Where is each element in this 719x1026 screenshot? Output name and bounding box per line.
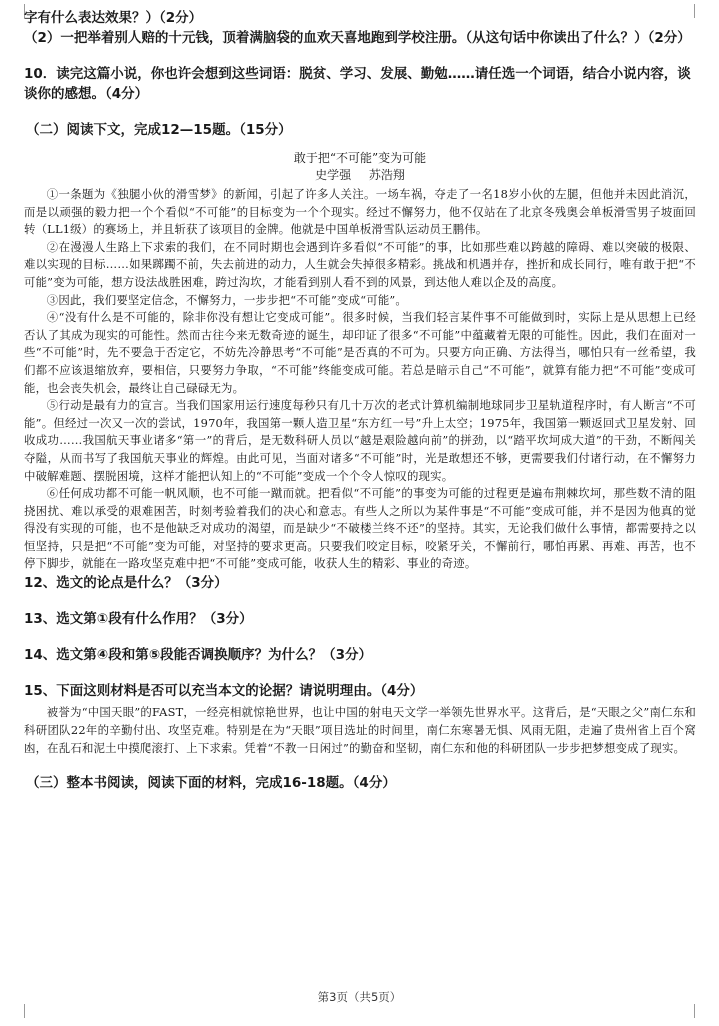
question-prev-tail: 字有什么表达效果？）（2分）	[24, 10, 203, 26]
article-paragraph-1: ①一条题为《独腿小伙的滑雪梦》的新闻，引起了许多人关注。一场车祸，夺走了一名18岁小伙的左腿，但他并未因此消沉，而是以顽强的毅力把一个个看似“不可能”的目标变为一个个现实。经过不懈努力，他不仅站在了北京冬残奥会单板滑雪男子坡面回转（LL1级）的赛场上，并且斩获了该项目的金牌。他就是中国单板滑雪队运动员王鹏伟。	[24, 187, 696, 237]
article-paragraph-4: ④“没有什么是不可能的，除非你没有想让它变成可能”。很多时候，当我们轻言某件事不可能做到时，实际上是从思想上已经否认了其成为现实的可能性。然而古往今来无数奇迹的诞生，却印证了很多“不可能”中蕴藏着无限的可能性。因此，我们在面对一些“不可能”时，先不要急于否定它，不妨先冷静思考“不可能”是否真的不可为。只要方向正确、方法得当，哪怕只有一丝希望，我们都不应该退缩放弃，要相信，只要努力争取，“不可能”终能变成可能。若总是暗示自己“不可能”，就算有能力把“不可能”变成可能，也会丧失机会，最终让自己碌碌无为。	[24, 310, 696, 395]
article-authors: 史学强 苏浩翔	[315, 168, 405, 182]
section-3-heading: （三）整本书阅读，阅读下面的材料，完成16-18题。（4分）	[26, 775, 396, 792]
article-paragraph-6: ⑥任何成功都不可能一帆风顺，也不可能一蹴而就。把看似“不可能”的事变为可能的过程更是遍布荆棘坎坷，那些数不清的阻挠困扰、难以承受的艰难困苦，时刻考验着我们的决心和意志。有些人之所以为某件事是“不可能”变成可能，并不是因为他真的觉得没有实现的可能，也不是他缺乏对成功的渴望，而是缺少“不破楼兰终不还”的坚持。其实，无论我们做什么事情，都需要持之以恒坚持，只是把“不可能”变为可能，对坚持的要求更高。只要我们咬定目标，咬紧牙关，不懈前行，哪怕再累、再难、再苦，也不停下脚步，就能在一路攻坚克难中把“不可能”变成可能，收获人生的精彩、事业的奇迹。	[24, 486, 696, 571]
corner-mark-bottom-right	[694, 1004, 709, 1018]
question-15: 15、下面这则材料是否可以充当本文的论据？请说明理由。（4分）	[24, 683, 424, 700]
question-15-material: 被誉为“中国天眼”的FAST，一经亮相就惊艳世界，也让中国的射电天文学一举领先世界水平。这背后，是“天眼之父”南仁东和科研团队22年的辛勤付出、攻坚克难。特别是在为“天眼”项目选址的时间里，南仁东寒暑无惧、风雨无阻，走遍了贵州省上百个窝凼，在乱石和泥土中摸爬滚打、上下求索。凭着“不教一日闲过”的勤奋和坚韧，南仁东和他的科研团队一步步把梦想变成了现实。	[24, 705, 696, 756]
question-12: 12、选文的论点是什么？（3分）	[24, 575, 228, 592]
question-13: 13、选文第①段有什么作用？（3分）	[24, 611, 253, 628]
corner-mark-top-right	[694, 4, 709, 18]
article	[24, 150, 696, 573]
corner-mark-bottom-left	[10, 1004, 25, 1018]
section-2-heading: （二）阅读下文，完成12—15题。（15分）	[26, 122, 292, 138]
article-paragraph-5: ⑤行动是最有力的宣言。当我们国家用运行速度每秒只有几十万次的老式计算机编制地球同步卫星轨道程序时，有人断言“不可能”。但经过一次又一次的尝试，1970年，我国第一颗人造卫星“东方红一号”升上太空；1975年，我国第一颗返回式卫星发射、回收成功……我国航天事业诸多“第一”的背后，是无数科研人员以“越是艰险越向前”的拼劲，以“踏平坎坷成大道”的干劲，不断闯关夺隘，从而书写了我国航天事业的辉煌。由此可见，当面对诸多“不可能”时，光是敢想还不够，更需要我们付诸行动，在不懈努力中破解难题、摆脱困境，这样才能把认知上的“不可能”变成一个个令人惊叹的现实。	[24, 398, 696, 483]
question-prev-subquestion-2: （2）一把举着别人赔的十元钱，顶着满脑袋的血欢天喜地跑到学校注册。（从这句话中你读出了什么？）（2分）	[24, 30, 691, 46]
article-paragraph-2: ②在漫漫人生路上下求索的我们，在不同时期也会遇到许多看似“不可能”的事，比如那些难以跨越的障碍、难以突破的极限、难以实现的目标……如果踯躅不前，失去前进的动力，人生就会失掉很多精彩。挑战和机遇并存，挫折和成长同行，唯有敢于把“不可能”变为可能，想方设法战胜困难，跨过沟坎，才能看到别人看不到的风景，到达他人难以企及的高度。	[24, 239, 696, 289]
article-title: 敢于把“不可能”变为可能	[293, 151, 427, 165]
page-number-footer: 第3页（共5页）	[317, 990, 402, 1004]
corner-mark-top-left	[10, 4, 25, 18]
exam-page	[24, 8, 696, 803]
question-14: 14、选文第④段和第⑤段能否调换顺序？为什么？（3分）	[24, 647, 373, 664]
question-10: 10．读完这篇小说，你也许会想到这些词语：脱贫、学习、发展、勤勉……请任选一个词语，结合小说内容，谈谈你的感想。（4分）	[24, 66, 691, 102]
article-paragraph-3: ③因此，我们要坚定信念，不懈努力，一步步把“不可能”变成“可能”。	[46, 292, 408, 307]
